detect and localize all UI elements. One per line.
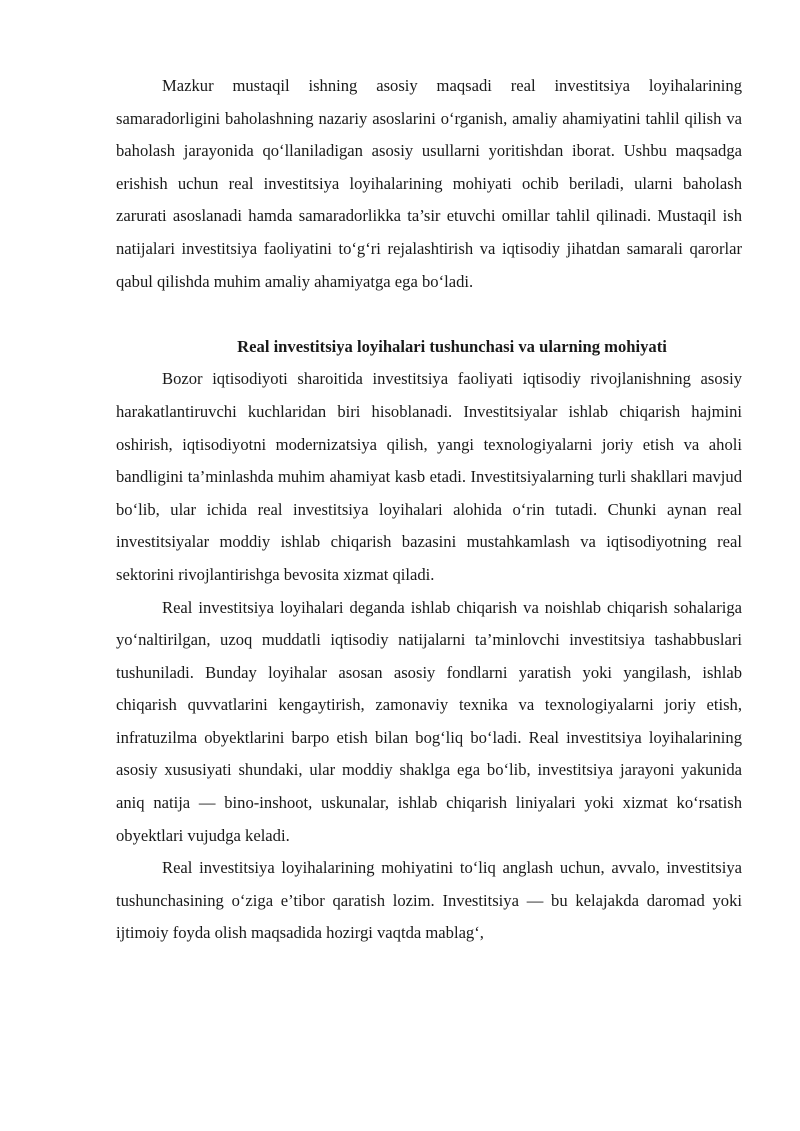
intro-paragraph: Mazkur mustaqil ishning asosiy maqsadi real investitsiya loyihalarining samaradorligini baholashning nazariy asoslarini o‘rganish, amaliy ahamiyatini tahlil qilish va baholash jarayonida qo‘llaniladigan asosiy usullarni yoritishdan iborat. Ushbu maqsadga erishish uchun real investitsiya loyihalarining mohiyati ochib beriladi, ularni baholash zarurati asoslanadi hamda samaradorlikka ta’sir etuvchi omillar tahlil qilinadi. Mustaqil ish natijalari investitsiya faoliyatini to‘g‘ri rejalashtirish va iqtisodiy jihatdan samarali qarorlar qabul qilishda muhim amaliy ahamiyatga ega bo‘ladi. <box>116 76 742 291</box>
section-heading: Real investitsiya loyihalari tushunchasi va ularning mohiyati <box>237 336 667 356</box>
body-paragraph: Real investitsiya loyihalarining mohiyatini to‘liq anglash uchun, avvalo, investitsiya tushunchasining o‘ziga e’tibor qaratish lozim. Investitsiya — bu kelajakda daromad yoki ijtimoiy foyda olish maqsadida hozirgi vaqtda mablag‘, <box>116 858 742 943</box>
paragraph-spacer <box>116 298 742 331</box>
body-paragraph: Real investitsiya loyihalari deganda ishlab chiqarish va noishlab chiqarish sohalariga yo‘naltirilgan, uzoq muddatli iqtisodiy natijalarni ta’minlovchi investitsiya tashabbuslari tushuniladi. Bunday loyihalar asosan asosiy fondlarni yaratish yoki yangilash, ishlab chiqarish quvvatlarini kengaytirish, zamonaviy texnika va texnologiyalarni joriy etish, infratuzilma obyektlarini barpo etish bilan bog‘liq bo‘ladi. Real investitsiya loyihalarining asosiy xususiyati shundaki, ular moddiy shaklga ega bo‘lib, investitsiya jarayoni yakunida aniq natija — bino-inshoot, uskunalar, ishlab chiqarish liniyalari yoki xizmat ko‘rsatish obyektlari vujudga keladi. <box>116 597 742 845</box>
body-paragraph: Bozor iqtisodiyoti sharoitida investitsiya faoliyati iqtisodiy rivojlanishning asosiy harakatlantiruvchi kuchlaridan biri hisoblanadi. Investitsiyalar ishlab chiqarish hajmini oshirish, iqtisodiyotni modernizatsiya qilish, yangi texnologiyalarni joriy etish va aholi bandligini ta’minlashda muhim ahamiyat kasb etadi. Investitsiyalarning turli shakllari mavjud bo‘lib, ular ichida real investitsiya loyihalari alohida o‘rin tutadi. Chunki aynan real investitsiyalar moddiy ishlab chiqarish bazasini mustahkamlash va iqtisodiyotning real sektorini rivojlantirishga bevosita xizmat qiladi. <box>116 369 742 584</box>
